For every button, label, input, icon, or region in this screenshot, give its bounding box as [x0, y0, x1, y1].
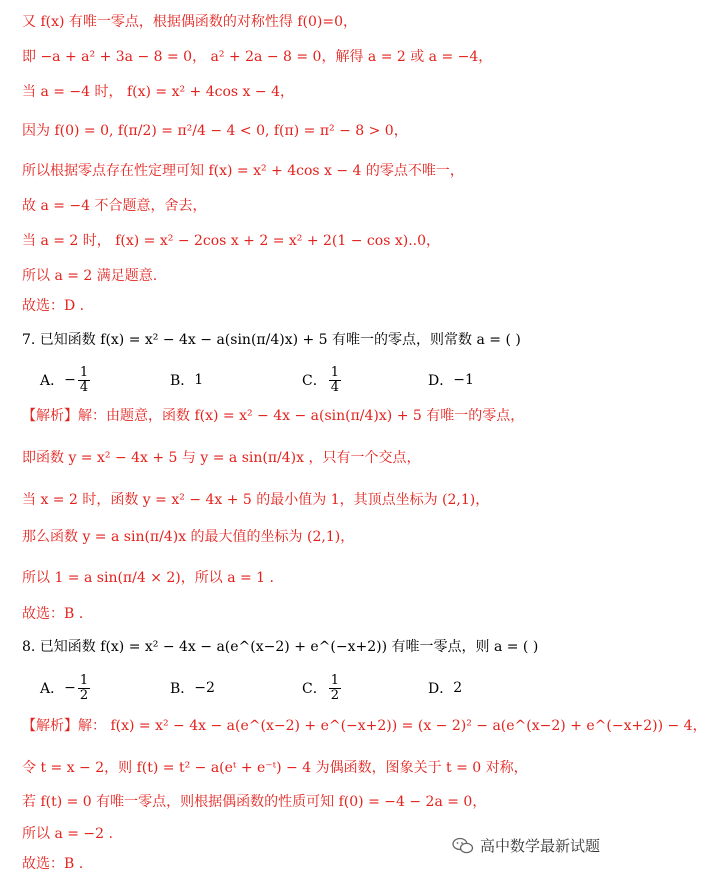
solution-line: 若 f(t) = 0 有唯一零点，则根据偶函数的性质可知 f(0) = −4 − 2a = 0，: [22, 794, 487, 810]
option-label: B．: [170, 681, 195, 697]
option-value: 2: [453, 680, 463, 696]
option-label: B．: [170, 373, 195, 389]
solution-line: 当 x = 2 时，函数 y = x² − 4x + 5 的最小值为 1，其顶点坐标为 (2,1)，: [22, 492, 490, 508]
option-fraction: [78, 674, 90, 703]
option-label: C．: [302, 373, 327, 389]
q7-option-d: [428, 360, 474, 400]
option-fraction: [329, 674, 341, 703]
fraction-denominator: 2: [79, 687, 89, 703]
option-fraction: [78, 366, 90, 395]
option-value: −2: [194, 680, 215, 696]
fraction-denominator: 2: [330, 687, 339, 703]
option-fraction: [329, 366, 341, 395]
option-sign: −: [64, 680, 76, 696]
solution-line: 又 f(x) 有唯一零点，根据偶函数的对称性得 f(0)=0，: [22, 14, 358, 30]
solution-line: 故 a = −4 不合题意，舍去，: [22, 198, 207, 214]
option-label: D．: [428, 373, 454, 389]
q7-option-a: [40, 360, 92, 400]
answer-line: 故选：D .: [22, 298, 85, 314]
solution-line: 当 a = −4 时， f(x) = x² + 4cos x − 4，: [22, 84, 294, 100]
q8-option-c: [302, 668, 343, 708]
question-8: 8. 已知函数 f(x) = x² − 4x − a(e^(x−2) + e^(−x+2)) 有唯一零点，则 a = ( ): [22, 639, 539, 655]
q8-option-d: [428, 668, 462, 708]
solution-line: 【解析】解：由题意，函数 f(x) = x² − 4x − a(sin(π/4)x) + 5 有唯一的零点，: [22, 408, 525, 424]
option-label: D．: [428, 681, 454, 697]
q7-options: [40, 360, 594, 400]
q8-option-b: [170, 668, 215, 708]
answer-line: 故选：B .: [22, 606, 84, 622]
solution-line: 所以 1 = a sin(π/4 × 2)，所以 a = 1 .: [22, 570, 274, 586]
fraction-denominator: 4: [330, 379, 339, 395]
fraction-denominator: 4: [79, 379, 89, 395]
solution-line: 那么函数 y = a sin(π/4)x 的最大值的坐标为 (2,1)，: [22, 529, 355, 545]
watermark-text: 高中数学最新试题: [479, 837, 600, 855]
watermark: [452, 835, 600, 856]
solution-line: 所以根据零点存在性定理可知 f(x) = x² + 4cos x − 4 的零点不唯一，: [22, 163, 464, 179]
solution-line: 令 t = x − 2，则 f(t) = t² − a(eᵗ + e⁻ᵗ) − 4 为偶函数，图象关于 t = 0 对称，: [22, 760, 528, 776]
option-label: A．: [40, 373, 65, 389]
fraction-numerator: 1: [79, 364, 89, 380]
option-value: 1: [194, 372, 204, 388]
option-label: A．: [40, 681, 65, 697]
solution-line: 当 a = 2 时， f(x) = x² − 2cos x + 2 = x² + 2(1 − cos x)..0，: [22, 233, 440, 249]
q7-option-b: [170, 360, 203, 400]
solution-line: 所以 a = −2 .: [22, 826, 113, 842]
solution-line: 即函数 y = x² − 4x + 5 与 y = a sin(π/4)x ，只有一个交点，: [22, 450, 421, 466]
q8-options: [40, 668, 594, 708]
answer-line: 故选：B .: [22, 856, 84, 872]
option-value: −1: [453, 372, 474, 388]
option-label: C．: [302, 681, 327, 697]
question-7: 7. 已知函数 f(x) = x² − 4x − a(sin(π/4)x) + 5 有唯一的零点，则常数 a = ( ): [22, 332, 521, 348]
q8-option-a: [40, 668, 92, 708]
fraction-numerator: 1: [330, 672, 339, 688]
solution-line: 所以 a = 2 满足题意.: [22, 268, 158, 284]
solution-line: 即 −a + a² + 3a − 8 = 0， a² + 2a − 8 = 0，解得 a = 2 或 a = −4，: [22, 49, 493, 65]
solution-line: 因为 f(0) = 0, f(π/2) = π²/4 − 4 < 0, f(π) = π² − 8 > 0，: [22, 123, 408, 139]
option-sign: −: [64, 372, 76, 388]
wechat-icon: [452, 837, 474, 855]
fraction-numerator: 1: [79, 672, 89, 688]
q7-option-c: [302, 360, 343, 400]
fraction-numerator: 1: [330, 364, 339, 380]
solution-line: 【解析】解： f(x) = x² − 4x − a(e^(x−2) + e^(−x+2)) = (x − 2)² − a(e^(x−2) + e^(−x+2)) − 4，: [22, 718, 707, 734]
